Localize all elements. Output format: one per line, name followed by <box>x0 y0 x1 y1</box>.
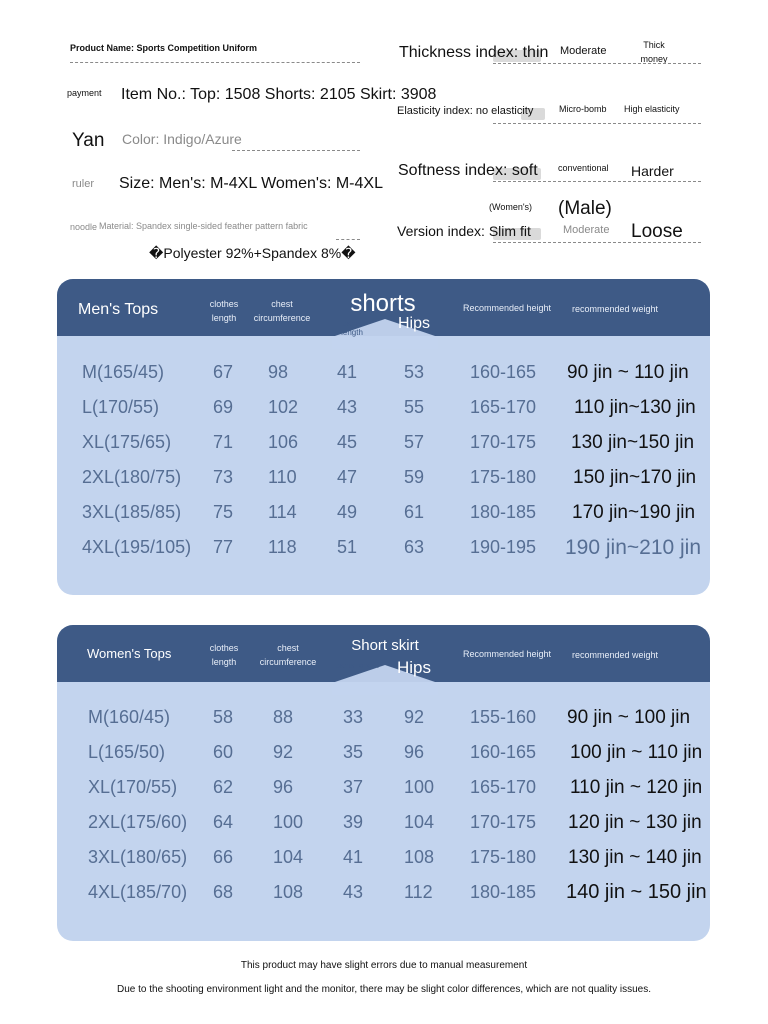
size-range: Size: Men's: M-4XL Women's: M-4XL <box>119 175 383 192</box>
material-underline <box>336 239 360 240</box>
table-row <box>57 495 710 530</box>
mens-col-weight: recommended weight <box>571 304 659 314</box>
hips-cell: 92 <box>404 707 425 727</box>
height-cell: 170-175 <box>470 812 537 832</box>
height-cell: 155-160 <box>470 707 537 727</box>
chest-cell: 118 <box>268 537 297 557</box>
pants-cell: 33 <box>343 707 364 727</box>
version-label: Version index: Slim fit <box>397 223 531 239</box>
weight-cell: 130 jin ~ 140 jin <box>568 847 702 868</box>
mens-col-pants: pants length <box>341 319 363 337</box>
color-disclaimer: Due to the shooting environment light and the monitor, there may be slight color differences, which are not quality issues. <box>116 984 651 995</box>
color-value: Color: Indigo/Azure <box>122 131 242 147</box>
ruler-label: ruler <box>72 178 95 190</box>
chest-cell: 88 <box>273 707 294 727</box>
pants-cell: 51 <box>337 537 358 557</box>
chest-cell: 110 <box>268 467 297 487</box>
pants-cell: 45 <box>337 432 358 452</box>
mens-col-height: Recommended height <box>462 303 552 313</box>
height-cell: 175-180 <box>470 467 537 487</box>
chest-cell: 106 <box>268 432 299 452</box>
pants-cell: 35 <box>343 742 364 762</box>
height-cell: 175-180 <box>470 847 537 867</box>
table-row <box>57 770 710 805</box>
product-name: Product Name: Sports Competition Uniform <box>70 43 258 53</box>
table-row <box>57 425 710 460</box>
softness-high: Harder <box>631 163 674 179</box>
payment-label: payment <box>67 88 102 98</box>
elasticity-mid: Micro-bomb <box>559 104 607 114</box>
pants-cell: 49 <box>337 502 358 522</box>
table-row <box>57 805 710 840</box>
hips-cell: 104 <box>404 812 435 832</box>
womens-col-length: clothes length <box>209 643 239 667</box>
weight-cell: 140 jin ~ 150 jin <box>566 881 707 903</box>
mens-table-title: Men's Tops <box>78 301 159 318</box>
chest-cell: 108 <box>273 882 304 902</box>
chest-cell: 102 <box>268 397 299 417</box>
height-cell: 180-185 <box>470 502 537 522</box>
mens-col-chest: chest circumference <box>253 299 311 323</box>
version-scale <box>493 242 701 243</box>
measurement-disclaimer: This product may have slight errors due to manual measurement <box>240 960 528 971</box>
mens-table-header <box>57 279 710 336</box>
size-cell: L(165/50) <box>88 742 166 762</box>
womens-col-weight: recommended weight <box>571 650 659 660</box>
hips-cell: 55 <box>404 397 425 417</box>
womens-table-title: Women's Tops <box>87 646 172 661</box>
mens-col-length: clothes length <box>209 299 239 323</box>
hips-cell: 61 <box>404 502 425 522</box>
hips-cell: 96 <box>404 742 425 762</box>
height-cell: 160-165 <box>470 362 537 382</box>
womens-col-pants: pants length <box>335 661 379 670</box>
size-cell: M(160/45) <box>88 707 171 727</box>
mens-size-table <box>57 279 710 595</box>
size-cell: M(165/45) <box>82 362 165 382</box>
softness-label: Softness index: soft <box>398 162 538 179</box>
table-row <box>57 530 710 565</box>
length-cell: 73 <box>213 467 234 487</box>
pants-cell: 43 <box>343 882 364 902</box>
noodle-label: noodle <box>70 222 98 232</box>
elasticity-high: High elasticity <box>624 104 680 114</box>
hips-cell: 108 <box>404 847 435 867</box>
hips-cell: 112 <box>404 882 433 902</box>
elasticity-scale <box>493 123 701 124</box>
color-underline <box>232 150 360 151</box>
chest-cell: 114 <box>268 502 297 522</box>
size-cell: 2XL(180/75) <box>82 467 182 487</box>
thickness-mid: Moderate <box>560 45 607 57</box>
length-cell: 68 <box>213 882 234 902</box>
size-cell: 4XL(195/105) <box>82 537 192 557</box>
version-high: Loose <box>631 221 683 242</box>
womens-col-skirt: Short skirt <box>351 637 419 654</box>
weight-cell: 110 jin~130 jin <box>574 397 696 418</box>
chest-cell: 104 <box>273 847 304 867</box>
length-cell: 60 <box>213 742 234 762</box>
thickness-scale <box>493 63 701 64</box>
length-cell: 58 <box>213 707 234 727</box>
length-cell: 62 <box>213 777 234 797</box>
hips-cell: 59 <box>404 467 425 487</box>
thickness-high: Thick money <box>640 40 668 64</box>
chest-cell: 96 <box>273 777 294 797</box>
pants-cell: 43 <box>337 397 358 417</box>
pants-cell: 47 <box>337 467 358 487</box>
weight-cell: 190 jin~210 jin <box>565 536 702 559</box>
length-cell: 75 <box>213 502 234 522</box>
womens-col-hips: Hips <box>396 658 431 677</box>
weight-cell: 130 jin~150 jin <box>571 432 695 453</box>
height-cell: 170-175 <box>470 432 537 452</box>
table-row <box>57 735 710 770</box>
size-cell: 2XL(175/60) <box>88 812 188 832</box>
height-cell: 165-170 <box>470 397 537 417</box>
hips-cell: 57 <box>404 432 425 452</box>
womens-table-header <box>57 625 710 682</box>
pants-cell: 37 <box>343 777 364 797</box>
softness-scale <box>493 181 701 182</box>
womens-col-chest: chest circumference <box>259 643 317 667</box>
table-row <box>57 355 710 390</box>
length-cell: 66 <box>213 847 234 867</box>
table-row <box>57 840 710 875</box>
pants-cell: 41 <box>337 362 358 382</box>
size-cell: XL(175/65) <box>82 432 172 452</box>
table-row <box>57 390 710 425</box>
chest-cell: 98 <box>268 362 289 382</box>
height-cell: 165-170 <box>470 777 537 797</box>
size-cell: XL(170/55) <box>88 777 178 797</box>
size-cell: 4XL(185/70) <box>88 882 188 902</box>
weight-cell: 100 jin ~ 110 jin <box>570 742 703 763</box>
chest-cell: 92 <box>273 742 294 762</box>
size-cell: 3XL(185/85) <box>82 502 182 522</box>
weight-cell: 150 jin~170 jin <box>573 467 697 488</box>
womens-col-height: Recommended height <box>462 649 552 659</box>
weight-cell: 110 jin ~ 120 jin <box>570 777 703 798</box>
weight-cell: 90 jin ~ 110 jin <box>567 362 689 383</box>
size-cell: L(170/55) <box>82 397 160 417</box>
length-cell: 77 <box>213 537 234 557</box>
womens-size-table <box>57 625 710 941</box>
yan-label: Yan <box>72 130 105 151</box>
height-cell: 160-165 <box>470 742 537 762</box>
fabric-composition: �Polyester 92%+Spandex 8%� <box>149 245 356 261</box>
table-row <box>57 875 710 910</box>
height-cell: 180-185 <box>470 882 537 902</box>
item-number: Item No.: Top: 1508 Shorts: 2105 Skirt: 3908 <box>121 86 437 103</box>
version-mid: Moderate <box>563 224 610 236</box>
length-cell: 69 <box>213 397 234 417</box>
thickness-label: Thickness index: thin <box>399 44 549 61</box>
weight-cell: 90 jin ~ 100 jin <box>567 707 691 728</box>
size-cell: 3XL(180/65) <box>88 847 188 867</box>
chest-cell: 100 <box>273 812 304 832</box>
weight-cell: 170 jin~190 jin <box>572 502 696 523</box>
elasticity-label: Elasticity index: no elasticity <box>397 105 534 117</box>
hips-cell: 100 <box>404 777 435 797</box>
hips-cell: 63 <box>404 537 425 557</box>
length-cell: 67 <box>213 362 234 382</box>
length-cell: 71 <box>213 432 234 452</box>
version-male: (Male) <box>558 198 612 219</box>
product-name-underline <box>70 62 360 63</box>
pants-cell: 39 <box>343 812 364 832</box>
hips-cell: 53 <box>404 362 425 382</box>
mens-col-hips: Hips <box>397 315 430 332</box>
length-cell: 64 <box>213 812 234 832</box>
weight-cell: 120 jin ~ 130 jin <box>568 812 702 833</box>
height-cell: 190-195 <box>470 537 537 557</box>
table-row <box>57 700 710 735</box>
material-value: Material: Spandex single-sided feather pattern fabric <box>99 221 308 231</box>
version-womens: (Women's) <box>489 202 533 212</box>
table-row <box>57 460 710 495</box>
softness-mid: conventional <box>558 163 609 173</box>
mens-col-shorts: shorts <box>350 290 416 317</box>
pants-cell: 41 <box>343 847 364 867</box>
